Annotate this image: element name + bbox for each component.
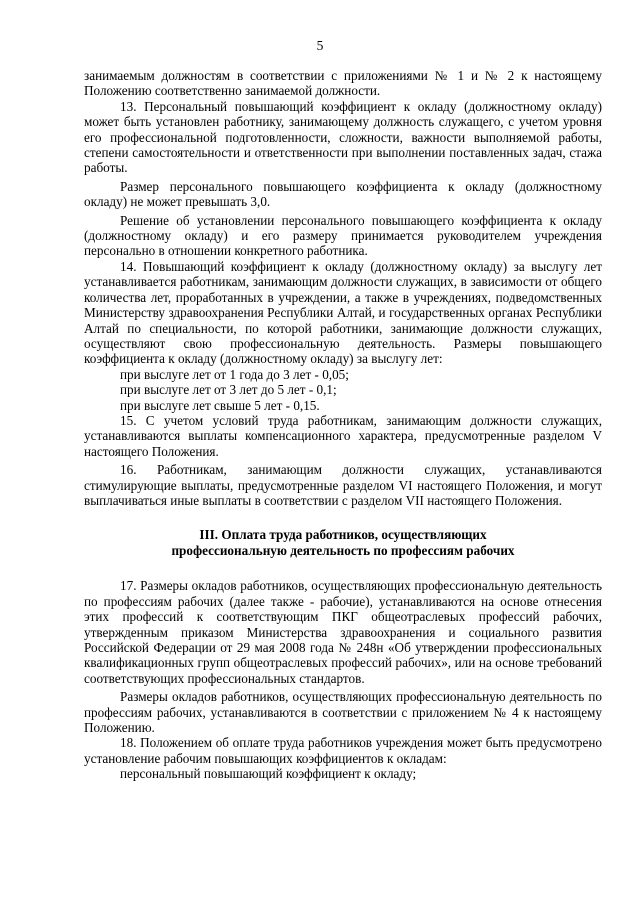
list-item-seniority-2: при выслуге лет от 3 лет до 5 лет - 0,1; (120, 382, 337, 398)
paragraph-17: 17. Размеры окладов работников, осуществляющих профессиональную деятельность по профессиям рабочих (далее также - рабочие), устанавливаются на основе отнесения этих профессий к соответствующим ПКГ общеотраслевых профессий рабочих, утвержденным приказом Министерства здравоохранения и социального развития Российской Федерации от 29 мая 2008 года № 248н «Об утверждении профессиональных квалификационных групп общеотраслевых профессий рабочих», или на основе требований соответствующих профессиональных стандартов. (84, 578, 602, 686)
document-body (84, 68, 602, 782)
paragraph-decision: Решение об установлении персонального повышающего коэффициента к окладу (должностному окладу) и его размеру принимается руководителем учреждения персонально в отношении конкретного работника. (84, 212, 602, 259)
section-heading-line-2: профессиональную деятельность по профессиям рабочих (171, 543, 515, 559)
paragraph-18: 18. Положением об оплате труда работников учреждения может быть предусмотрено установление рабочим повышающих коэффициентов к окладам: (84, 735, 602, 766)
paragraph-continuation: занимаемым должностям в соответствии с приложениями № 1 и № 2 к настоящему Положению соответственно занимаемой должности. (84, 68, 602, 99)
section-heading-line-1: III. Оплата труда работников, осуществляющих (199, 527, 487, 543)
paragraph-coefficient-limit: Размер персонального повышающего коэффициента к окладу (должностному окладу) не может превышать 3,0. (84, 178, 602, 210)
list-item-seniority-1: при выслуге лет от 1 года до 3 лет - 0,05; (120, 366, 349, 382)
paragraph-salary-sizes: Размеры окладов работников, осуществляющих профессиональную деятельность по профессиям рабочих, устанавливаются в соответствии с приложением № 4 к настоящему Положению. (84, 689, 602, 736)
page-number: 5 (316, 38, 324, 53)
paragraph-16: 16. Работникам, занимающим должности служащих, устанавливаются стимулирующие выплаты, предусмотренные разделом VI настоящего Положения, и могут выплачиваться иные выплаты в соответствии с разделом VII настоящего Положения. (84, 462, 602, 508)
list-item-personal-coefficient: персональный повышающий коэффициент к окладу; (120, 766, 417, 782)
paragraph-15: 15. С учетом условий труда работникам, занимающим должности служащих, устанавливаются выплаты компенсационного характера, предусмотренные разделом V настоящего Положения. (84, 412, 602, 459)
paragraph-14: 14. Повышающий коэффициент к окладу (должностному окладу) за выслугу лет устанавливается работникам, занимающим должности служащих, в зависимости от общего количества лет, проработанных в учреждении, а также в учреждениях, подведомственных Министерству здравоохранения Республики Алтай, и государственных органах Республики Алтай по специальности, по которой работники, занимающие должности служащих, осуществляют свою профессиональную деятельность. Размеры повышающего коэффициента к окладу (должностному окладу) за выслугу лет: (84, 258, 602, 367)
section-heading (84, 527, 602, 559)
paragraph-13: 13. Персональный повышающий коэффициент к окладу (должностному окладу) может быть установлен работнику, занимающему должность служащего, с учетом уровня его профессиональной подготовленности, сложности, важности выполняемой работы, степени самостоятельности и ответственности при выполнении поставленных задач, стажа работы. (84, 98, 602, 176)
list-item-seniority-3: при выслуге лет свыше 5 лет - 0,15. (120, 397, 320, 413)
